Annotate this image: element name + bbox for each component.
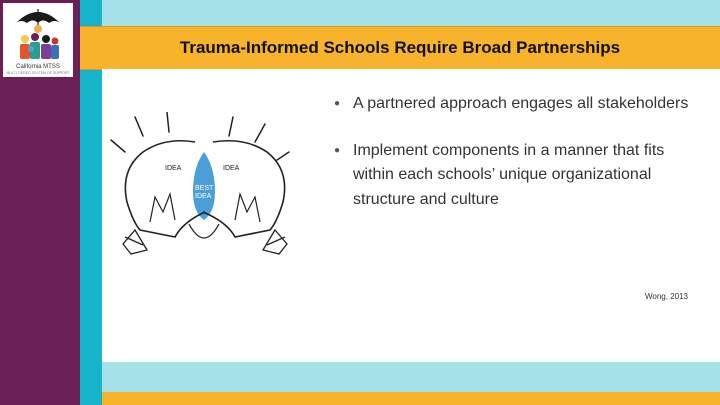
bottom-gold-band bbox=[102, 392, 720, 405]
logo-subtitle: MULTI-TIERED SYSTEM OF SUPPORT bbox=[6, 71, 70, 75]
left-bulb-label: IDEA bbox=[165, 165, 182, 172]
left-sidebar-band bbox=[0, 0, 80, 405]
two-lightbulbs-illustration bbox=[105, 112, 305, 262]
bullet-list bbox=[310, 92, 700, 234]
umbrella-family-icon bbox=[3, 3, 73, 63]
right-bulb-outline bbox=[203, 141, 285, 237]
title-banner bbox=[80, 26, 720, 70]
citation: Wong, 2013 bbox=[645, 292, 688, 301]
bullet-dot-icon: ● bbox=[334, 98, 341, 109]
bullet-dot-icon: ● bbox=[334, 144, 341, 156]
bottom-teal-band bbox=[102, 362, 720, 392]
bullet-text: A partnered approach engages all stakeholders bbox=[353, 95, 689, 112]
rays-right bbox=[229, 117, 289, 160]
logo-name: California MTSS bbox=[16, 64, 60, 70]
best-idea-label-line2: IDEA bbox=[195, 193, 212, 200]
right-bulb-label: IDEA bbox=[223, 165, 240, 172]
top-teal-band bbox=[102, 0, 720, 26]
bulb-bases bbox=[123, 224, 287, 254]
california-mtss-logo bbox=[3, 3, 73, 77]
slide-title: Trauma-Informed Schools Require Broad Partnerships bbox=[179, 38, 621, 57]
bullet-item bbox=[310, 139, 700, 213]
bullet-item bbox=[310, 92, 700, 117]
best-idea-label-line1: BEST bbox=[195, 185, 214, 192]
rays-left bbox=[111, 112, 169, 152]
bullet-text: Implement components in a manner that fits within each schools’ unique organizational structure and culture bbox=[353, 141, 665, 208]
